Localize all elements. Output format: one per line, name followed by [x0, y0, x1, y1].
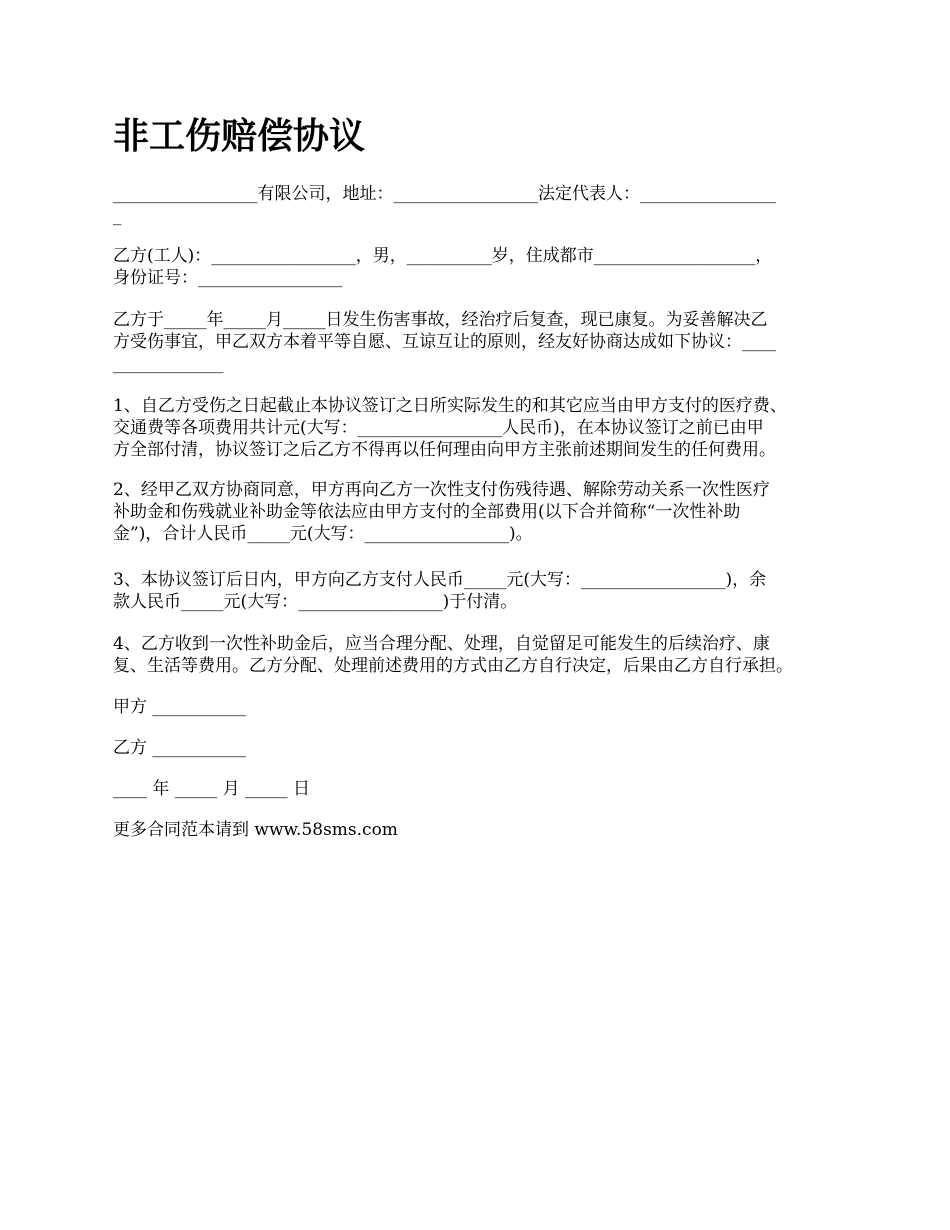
party-b-signature — [113, 737, 843, 759]
clause-1 — [113, 395, 843, 461]
clause-4 — [113, 633, 843, 677]
text-line: 金”)，合计人民币_____元(大写：_________________)。 — [113, 524, 533, 544]
party-a-info — [113, 183, 843, 227]
text-line: 款人民币_____元(大写：_________________)于付清。 — [113, 592, 518, 612]
text-line: 2、经甲乙双方协商同意，甲方再向乙方一次性支付伤残待遇、解除劳动关系一次性医疗 — [113, 480, 770, 500]
party-b-info — [113, 245, 843, 289]
text-line: 乙方于_____年_____月_____日发生伤害事故，经治疗后复查，现已康复。为妥善解决乙 — [113, 310, 768, 330]
text-line: _________________有限公司，地址：_________________法定代表人：________________ — [113, 184, 776, 204]
text-line: 交通费等各项费用共计元(大写：_________________人民币)，在本协议签订之前已由甲 — [113, 418, 764, 438]
document-title: 非工伤赔偿协议 — [113, 115, 366, 157]
clause-2 — [113, 479, 843, 545]
footer-note — [113, 819, 843, 841]
preamble-paragraph — [113, 309, 843, 375]
text-line: 方受伤事宜，甲乙双方本着平等自愿、互谅互让的原则，经友好协商达成如下协议：____ — [113, 332, 776, 352]
text-line: 补助金和伤残就业补助金等依法应由甲方支付的全部费用(以下合并简称“一次性补助 — [113, 502, 741, 522]
text-line: 1、自乙方受伤之日起截止本协议签订之日所实际发生的和其它应当由甲方支付的医疗费、 — [113, 396, 787, 416]
text-line: 身份证号：_________________ — [113, 268, 343, 288]
clause-3 — [113, 569, 843, 613]
text-line: 方全部付清，协议签订之后乙方不得再以任何理由向甲方主张前述期间发生的任何费用。 — [113, 440, 776, 460]
text-line: 乙方(工人)：_________________，男，__________岁，住成都市___________________， — [113, 246, 773, 266]
text-line: 4、乙方收到一次性补助金后，应当合理分配、处理，自觉留足可能发生的后续治疗、康 — [113, 634, 770, 654]
text-line: 复、生活等费用。乙方分配、处理前述费用的方式由乙方自行决定，后果由乙方自行承担。 — [113, 656, 793, 676]
text-line: ____ 年 _____ 月 _____ 日 — [113, 779, 311, 799]
party-a-signature — [113, 696, 843, 718]
text-line: _____________ — [113, 354, 224, 374]
text-line: 更多合同范本请到 www.58sms.com — [113, 820, 398, 840]
text-line: 甲方 ___________ — [113, 697, 246, 717]
text-line: _ — [113, 206, 122, 226]
text-line: 3、本协议签订后日内，甲方向乙方支付人民币_____元(大写：_________________)，余 — [113, 570, 767, 590]
text-line: 乙方 ___________ — [113, 738, 246, 758]
signing-date — [113, 778, 843, 800]
